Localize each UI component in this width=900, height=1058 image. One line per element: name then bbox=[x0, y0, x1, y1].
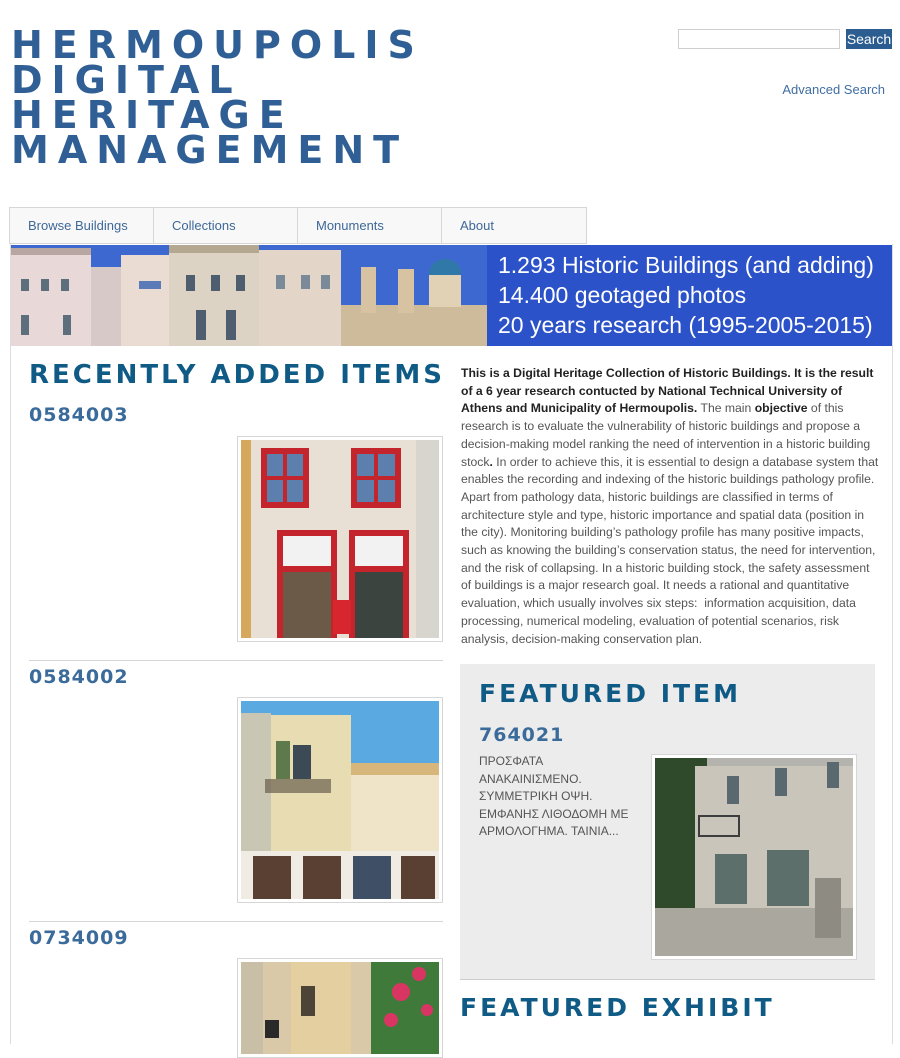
search-input[interactable] bbox=[678, 29, 840, 49]
hero-banner bbox=[11, 245, 892, 346]
building-photo bbox=[241, 701, 439, 899]
site-title-line[interactable]: HERITAGE bbox=[11, 93, 294, 137]
item-title-link[interactable]: 0734009 bbox=[29, 927, 129, 949]
search-button[interactable]: Search bbox=[846, 31, 892, 47]
building-photo bbox=[241, 962, 439, 1054]
nav-collections[interactable]: Collections bbox=[154, 208, 298, 243]
featured-item-title-link[interactable]: 764021 bbox=[479, 724, 565, 746]
featured-item-description: ΠΡΟΣΦΑΤΑ ΑΝΑΚΑΙΝΙΣΜΕΝΟ. ΣΥΜΜΕΤΡΙΚΗ ΟΨΗ. ΕΜΦΑΝΗΣ ΛΙΘΟΔΟΜΗ ΜΕ ΑΡΜΟΛΟΓΗΜΑ. ΤΑΙΝΙΑ... bbox=[479, 754, 629, 838]
banner-text bbox=[498, 250, 874, 340]
featured-item-thumbnail[interactable] bbox=[651, 754, 857, 960]
main-nav bbox=[9, 207, 587, 244]
intro-text-a: The main bbox=[697, 401, 755, 416]
item-title-link[interactable]: 0584003 bbox=[29, 404, 129, 426]
item-title-link[interactable]: 0584002 bbox=[29, 666, 129, 688]
item-thumbnail[interactable] bbox=[237, 958, 443, 1058]
intro-dot: . bbox=[489, 454, 493, 469]
banner-line: 1.293 Historic Buildings (and adding) bbox=[498, 252, 874, 278]
item-divider bbox=[29, 660, 443, 661]
banner-line: 14.400 geotaged photos bbox=[498, 282, 747, 308]
item-thumbnail[interactable] bbox=[237, 697, 443, 903]
item-divider bbox=[29, 921, 443, 922]
nav-about[interactable]: About bbox=[460, 218, 494, 233]
featured-item-heading: FEATURED ITEM bbox=[479, 679, 742, 708]
intro-text-c: In order to achieve this, it is essential to design a database system that enables the recording and indexing of the historic buildings pathology profile. Apart from pathology data, historic buildings are classified in terms of architecture style and type, historic importance and spatial data (position in the city). Monitoring building’s pathology profile has many positive impacts, such as knowing the building’s conservation status, the need for intervention, and the risk of collapsing. In a historic building stock, the safety assessment of buildings is a major research goal. It needs a rational and quantitative evaluation, which usually involves six steps: information acquisition, data processing, numerical modeling, evaluation of potential scenarios, risk analysis, decision-making conservation plan. bbox=[461, 454, 879, 646]
intro-text bbox=[461, 365, 879, 648]
recent-items-heading: RECENTLY ADDED ITEMS bbox=[29, 360, 445, 390]
banner-line: 20 years research (1995-2005-2015) bbox=[498, 312, 873, 338]
intro-lead: This is a Digital Heritage Collection of Historic Buildings. It is the result of a 6 year research contucted by National Technical University of Athens and Municipality of Hermoupolis. bbox=[461, 366, 874, 416]
banner-photo bbox=[11, 245, 487, 346]
intro-text-b: of this research is to evaluate the vulnerability of historic buildings and propose a decision-making model ranking the need of intervention in a historic building stock bbox=[461, 401, 871, 469]
site-title-line[interactable]: HERMOUPOLIS bbox=[11, 23, 424, 67]
item-thumbnail[interactable] bbox=[237, 436, 443, 642]
site-title-line[interactable]: MANAGEMENT bbox=[11, 128, 409, 172]
advanced-search-link[interactable]: Advanced Search bbox=[782, 82, 885, 97]
building-photo bbox=[655, 758, 853, 956]
site-title-line[interactable]: DIGITAL bbox=[11, 58, 242, 102]
nav-browse-buildings[interactable]: Browse Buildings bbox=[10, 208, 154, 243]
building-photo bbox=[241, 440, 439, 638]
intro-objective: objective bbox=[754, 401, 808, 416]
nav-monuments[interactable]: Monuments bbox=[298, 208, 442, 243]
site-title[interactable] bbox=[11, 23, 424, 172]
featured-item-panel bbox=[460, 664, 875, 980]
featured-exhibit-heading: FEATURED EXHIBIT bbox=[460, 993, 775, 1022]
